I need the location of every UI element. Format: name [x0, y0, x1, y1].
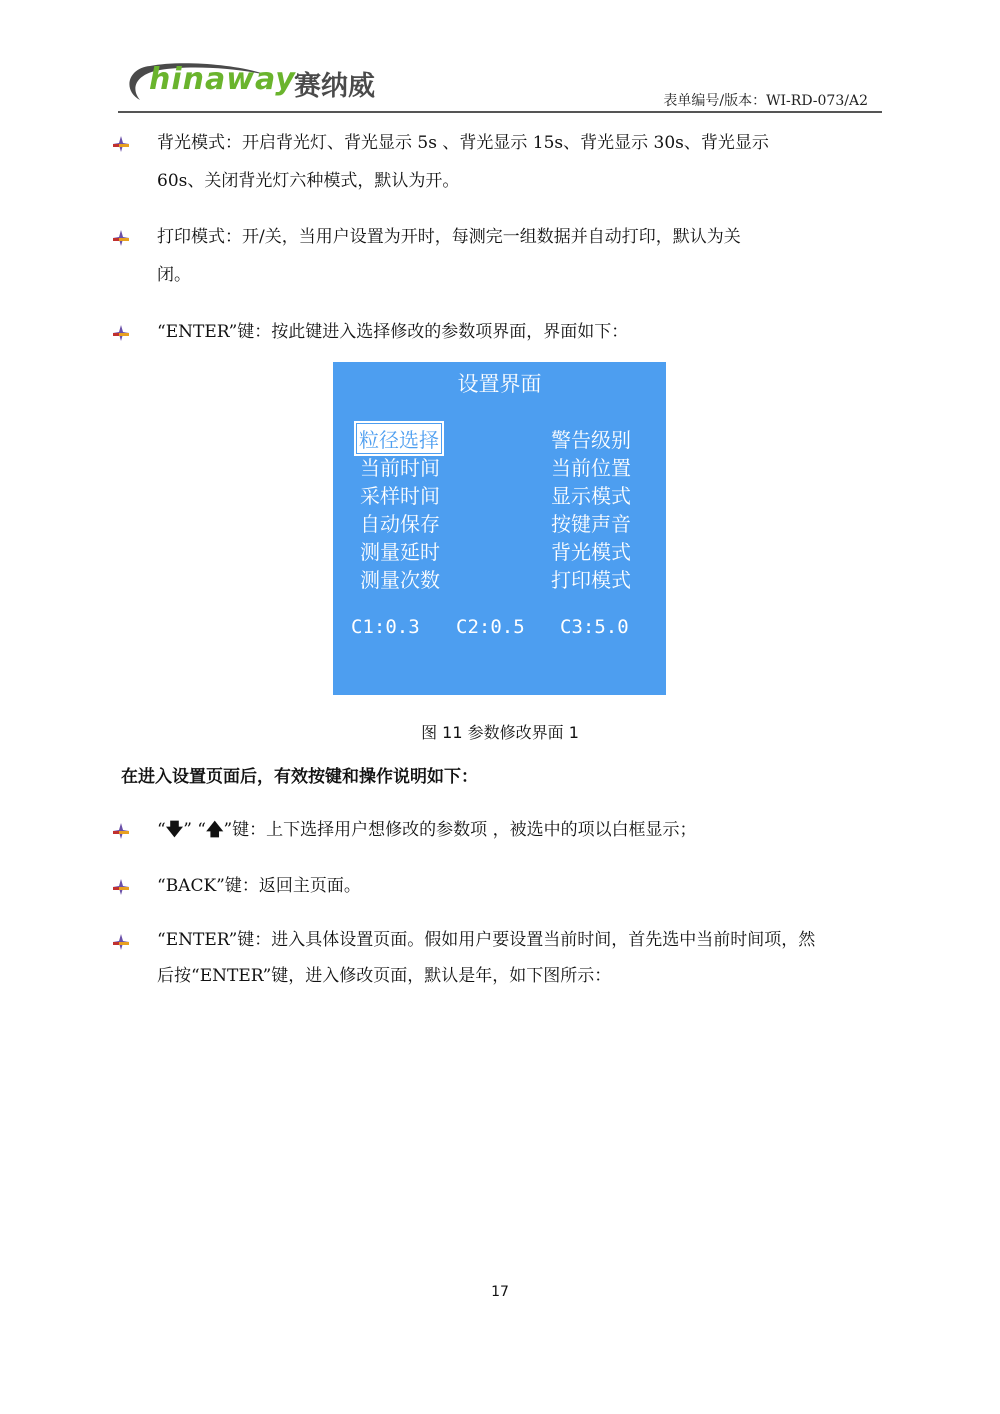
bullet-icon — [112, 822, 130, 840]
company-logo — [126, 58, 396, 110]
bullet-icon — [112, 878, 130, 896]
paragraph-up-down-keys: “🡇” “🡅”键：上下选择用户想修改的参数项 ，被选中的项以白框显示； — [157, 820, 697, 840]
screen-item-current-time: 当前时间 — [360, 456, 440, 480]
paragraph-back-key: “BACK”键：返回主页面。 — [157, 876, 361, 896]
form-number: 表单编号/版本：WI-RD-073/A2 — [663, 93, 868, 109]
paragraph-enter-key-detail: “ENTER”键：进入具体设置页面。假如用户要设置当前时间，首先选中当前时间项，然 后按“ENTER”键，进入修改页面，默认是年，如下图所示： — [157, 930, 816, 986]
bullet-icon — [112, 229, 130, 247]
screen-item-sampling-time: 采样时间 — [360, 484, 440, 508]
screen-c3-value: C3:5.0 — [560, 616, 629, 638]
screen-item-backlight-mode: 背光模式 — [551, 540, 631, 564]
screen-item-measure-delay: 测量延时 — [360, 540, 440, 564]
screen-item-auto-save: 自动保存 — [360, 512, 440, 536]
paragraph-enter-key: “ENTER”键：按此键进入选择修改的参数项界面，界面如下： — [157, 322, 629, 342]
paragraph-print-mode: 打印模式：开/关，当用户设置为开时，每测完一组数据并自动打印，默认为关 闭。 — [157, 227, 741, 285]
arrow-up-icon: 🡅 — [205, 820, 224, 840]
logo-chinese-name: 赛纳威 — [294, 71, 375, 102]
screen-title: 设置界面 — [457, 372, 542, 396]
screen-item-key-sound: 按键声音 — [551, 512, 631, 536]
screen-item-alarm-level: 警告级别 — [551, 428, 631, 452]
page-header — [118, 58, 882, 114]
arrow-down-icon: 🡇 — [165, 820, 184, 840]
bullet-icon — [112, 324, 130, 342]
header-rule — [118, 111, 882, 113]
screen-item-particle-size: 粒径选择 — [357, 424, 441, 453]
settings-screen-figure — [333, 362, 666, 695]
screen-item-display-mode: 显示模式 — [551, 484, 631, 508]
screen-item-print-mode: 打印模式 — [551, 568, 631, 592]
page-number: 17 — [491, 1284, 509, 1300]
bullet-icon — [112, 933, 130, 951]
figure-caption: 图 11 参数修改界面 1 — [421, 723, 579, 742]
section-subheading: 在进入设置页面后，有效按键和操作说明如下： — [121, 767, 478, 787]
paragraph-backlight-mode: 背光模式：开启背光灯、背光显示 5s 、背光显示 15s、背光显示 30s、背光显示 60s、关闭背光灯六种模式，默认为开。 — [157, 133, 769, 191]
screen-item-measure-count: 测量次数 — [360, 568, 440, 592]
logo-brand-text: hinaway — [149, 62, 296, 97]
screen-item-current-location: 当前位置 — [551, 456, 631, 480]
screen-c1-value: C1:0.3 — [351, 616, 420, 638]
bullet-icon — [112, 135, 130, 153]
screen-c2-value: C2:0.5 — [456, 616, 525, 638]
